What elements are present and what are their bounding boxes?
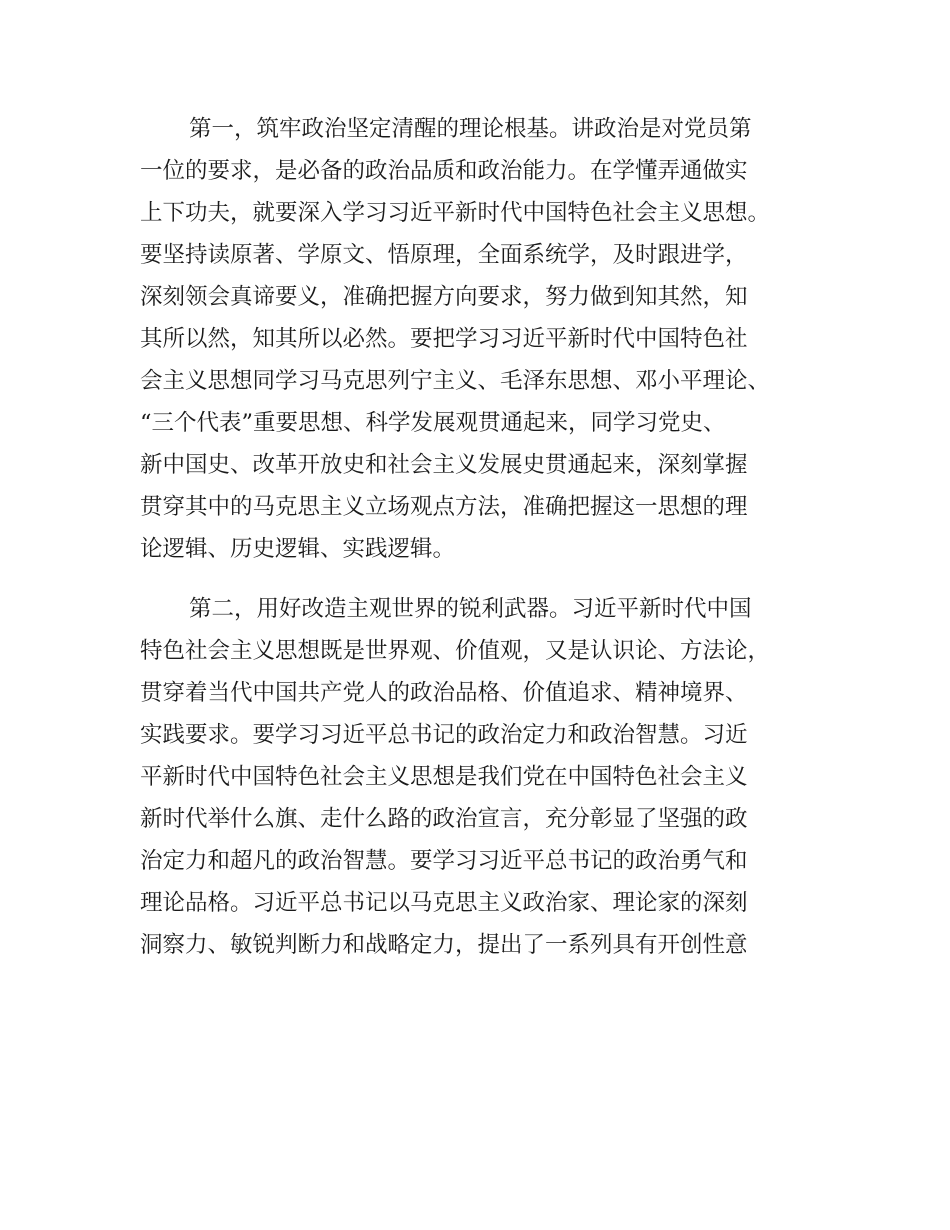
text-line: 新时代举什么旗、走什么路的政治宣言，充分彰显了坚强的政 [140, 806, 748, 832]
text-line: 上下功夫，就要深入学习习近平新时代中国特色社会主义思想。 [140, 200, 771, 226]
text-line: 洞察力、敏锐判断力和战略定力，提出了一系列具有开创性意 [140, 932, 748, 958]
text-line: 贯穿着当代中国共产党人的政治品格、价值追求、精神境界、 [140, 680, 748, 706]
text-line: 第一，筑牢政治坚定清醒的理论根基。讲政治是对党员第 [189, 116, 752, 142]
text-line: 治定力和超凡的政治智慧。要学习习近平总书记的政治勇气和 [140, 848, 748, 874]
text-line: “三个代表”重要思想、科学发展观贯通起来，同学习党史、 [140, 410, 726, 436]
text-line: 会主义思想同学习马克思列宁主义、毛泽东思想、邓小平理论、 [140, 368, 771, 394]
text-line: 特色社会主义思想既是世界观、价值观，又是认识论、方法论， [140, 638, 771, 664]
text-line: 贯穿其中的马克思主义立场观点方法，准确把握这一思想的理 [140, 494, 748, 520]
text-line: 理论品格。习近平总书记以马克思主义政治家、理论家的深刻 [140, 890, 748, 916]
text-line: 要坚持读原著、学原文、悟原理，全面系统学，及时跟进学， [140, 242, 748, 268]
text-line: 深刻领会真谛要义，准确把握方向要求，努力做到知其然，知 [140, 284, 748, 310]
text-line: 论逻辑、历史逻辑、实践逻辑。 [140, 536, 456, 562]
text-line: 其所以然，知其所以必然。要把学习习近平新时代中国特色社 [140, 326, 748, 352]
text-line: 新中国史、改革开放史和社会主义发展史贯通起来，深刻掌握 [140, 452, 748, 478]
text-line: 一位的要求，是必备的政治品质和政治能力。在学懂弄通做实 [140, 158, 748, 184]
text-line: 实践要求。要学习习近平总书记的政治定力和政治智慧。习近 [140, 722, 748, 748]
text-line: 第二，用好改造主观世界的锐利武器。习近平新时代中国 [189, 596, 752, 622]
text-line: 平新时代中国特色社会主义思想是我们党在中国特色社会主义 [140, 764, 748, 790]
